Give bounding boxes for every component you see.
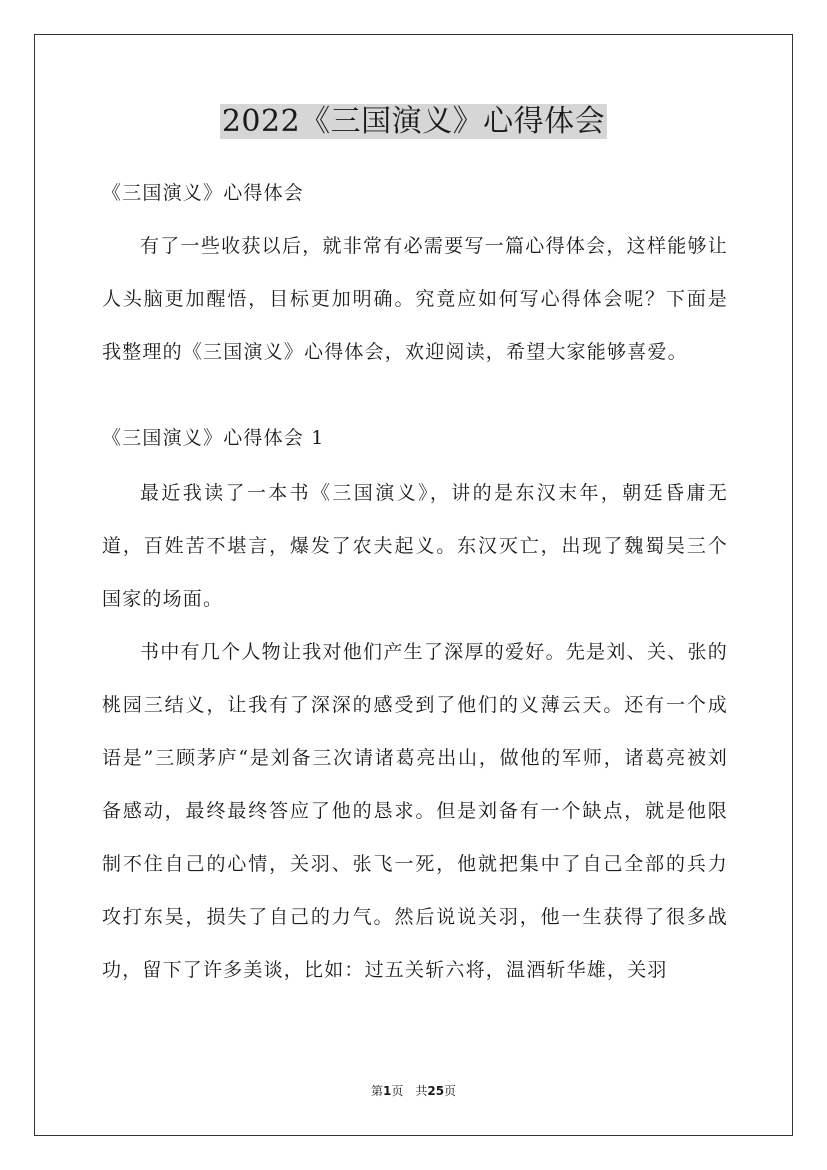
document-title [0, 100, 827, 144]
subheading-section-1: 《三国演义》心得体会 1 [102, 427, 325, 449]
total-unit: 页 [444, 1084, 457, 1098]
spacer [102, 379, 728, 415]
total-prefix: 共 [415, 1084, 428, 1098]
paragraph-section-1-a: 最近我读了一本书《三国演义》，讲的是东汉末年，朝廷昏庸无道，百姓苦不堪言，爆发了农夫起义。东汉灭亡，出现了魏蜀吴三个国家的场面。 [102, 482, 728, 610]
page-prefix: 第 [370, 1084, 383, 1098]
current-page-number: 1 [382, 1084, 392, 1098]
document-title-text: 2022《三国演义》心得体会 [221, 104, 606, 139]
page-unit: 页 [391, 1084, 404, 1098]
total-pages-number: 25 [427, 1084, 445, 1098]
document-body [102, 170, 728, 997]
subheading-intro: 《三国演义》心得体会 [102, 182, 305, 204]
paragraph-intro: 有了一些收获以后，就非常有必需要写一篇心得体会，这样能够让人头脑更加醒悟，目标更加明确。究竟应如何写心得体会呢？下面是我整理的《三国演义》心得体会，欢迎阅读，希望大家能够喜爱。 [102, 235, 728, 363]
paragraph-section-1-b: 书中有几个人物让我对他们产生了深厚的爱好。先是刘、关、张的桃园三结义，让我有了深深的感受到了他们的义薄云天。还有一个成语是”三顾茅庐“是刘备三次请诸葛亮出山，做他的军师，诸葛亮被刘备感动，最终最终答应了他的恳求。但是刘备有一个缺点，就是他限制不住自己的心情，关羽、张飞一死，他就把集中了自己全部的兵力攻打东吴，损失了自己的力气。然后说说关羽，他一生获得了很多战功，留下了许多美谈，比如：过五关斩六将，温酒斩华雄，关羽 [102, 641, 728, 981]
page-footer [0, 1083, 827, 1099]
